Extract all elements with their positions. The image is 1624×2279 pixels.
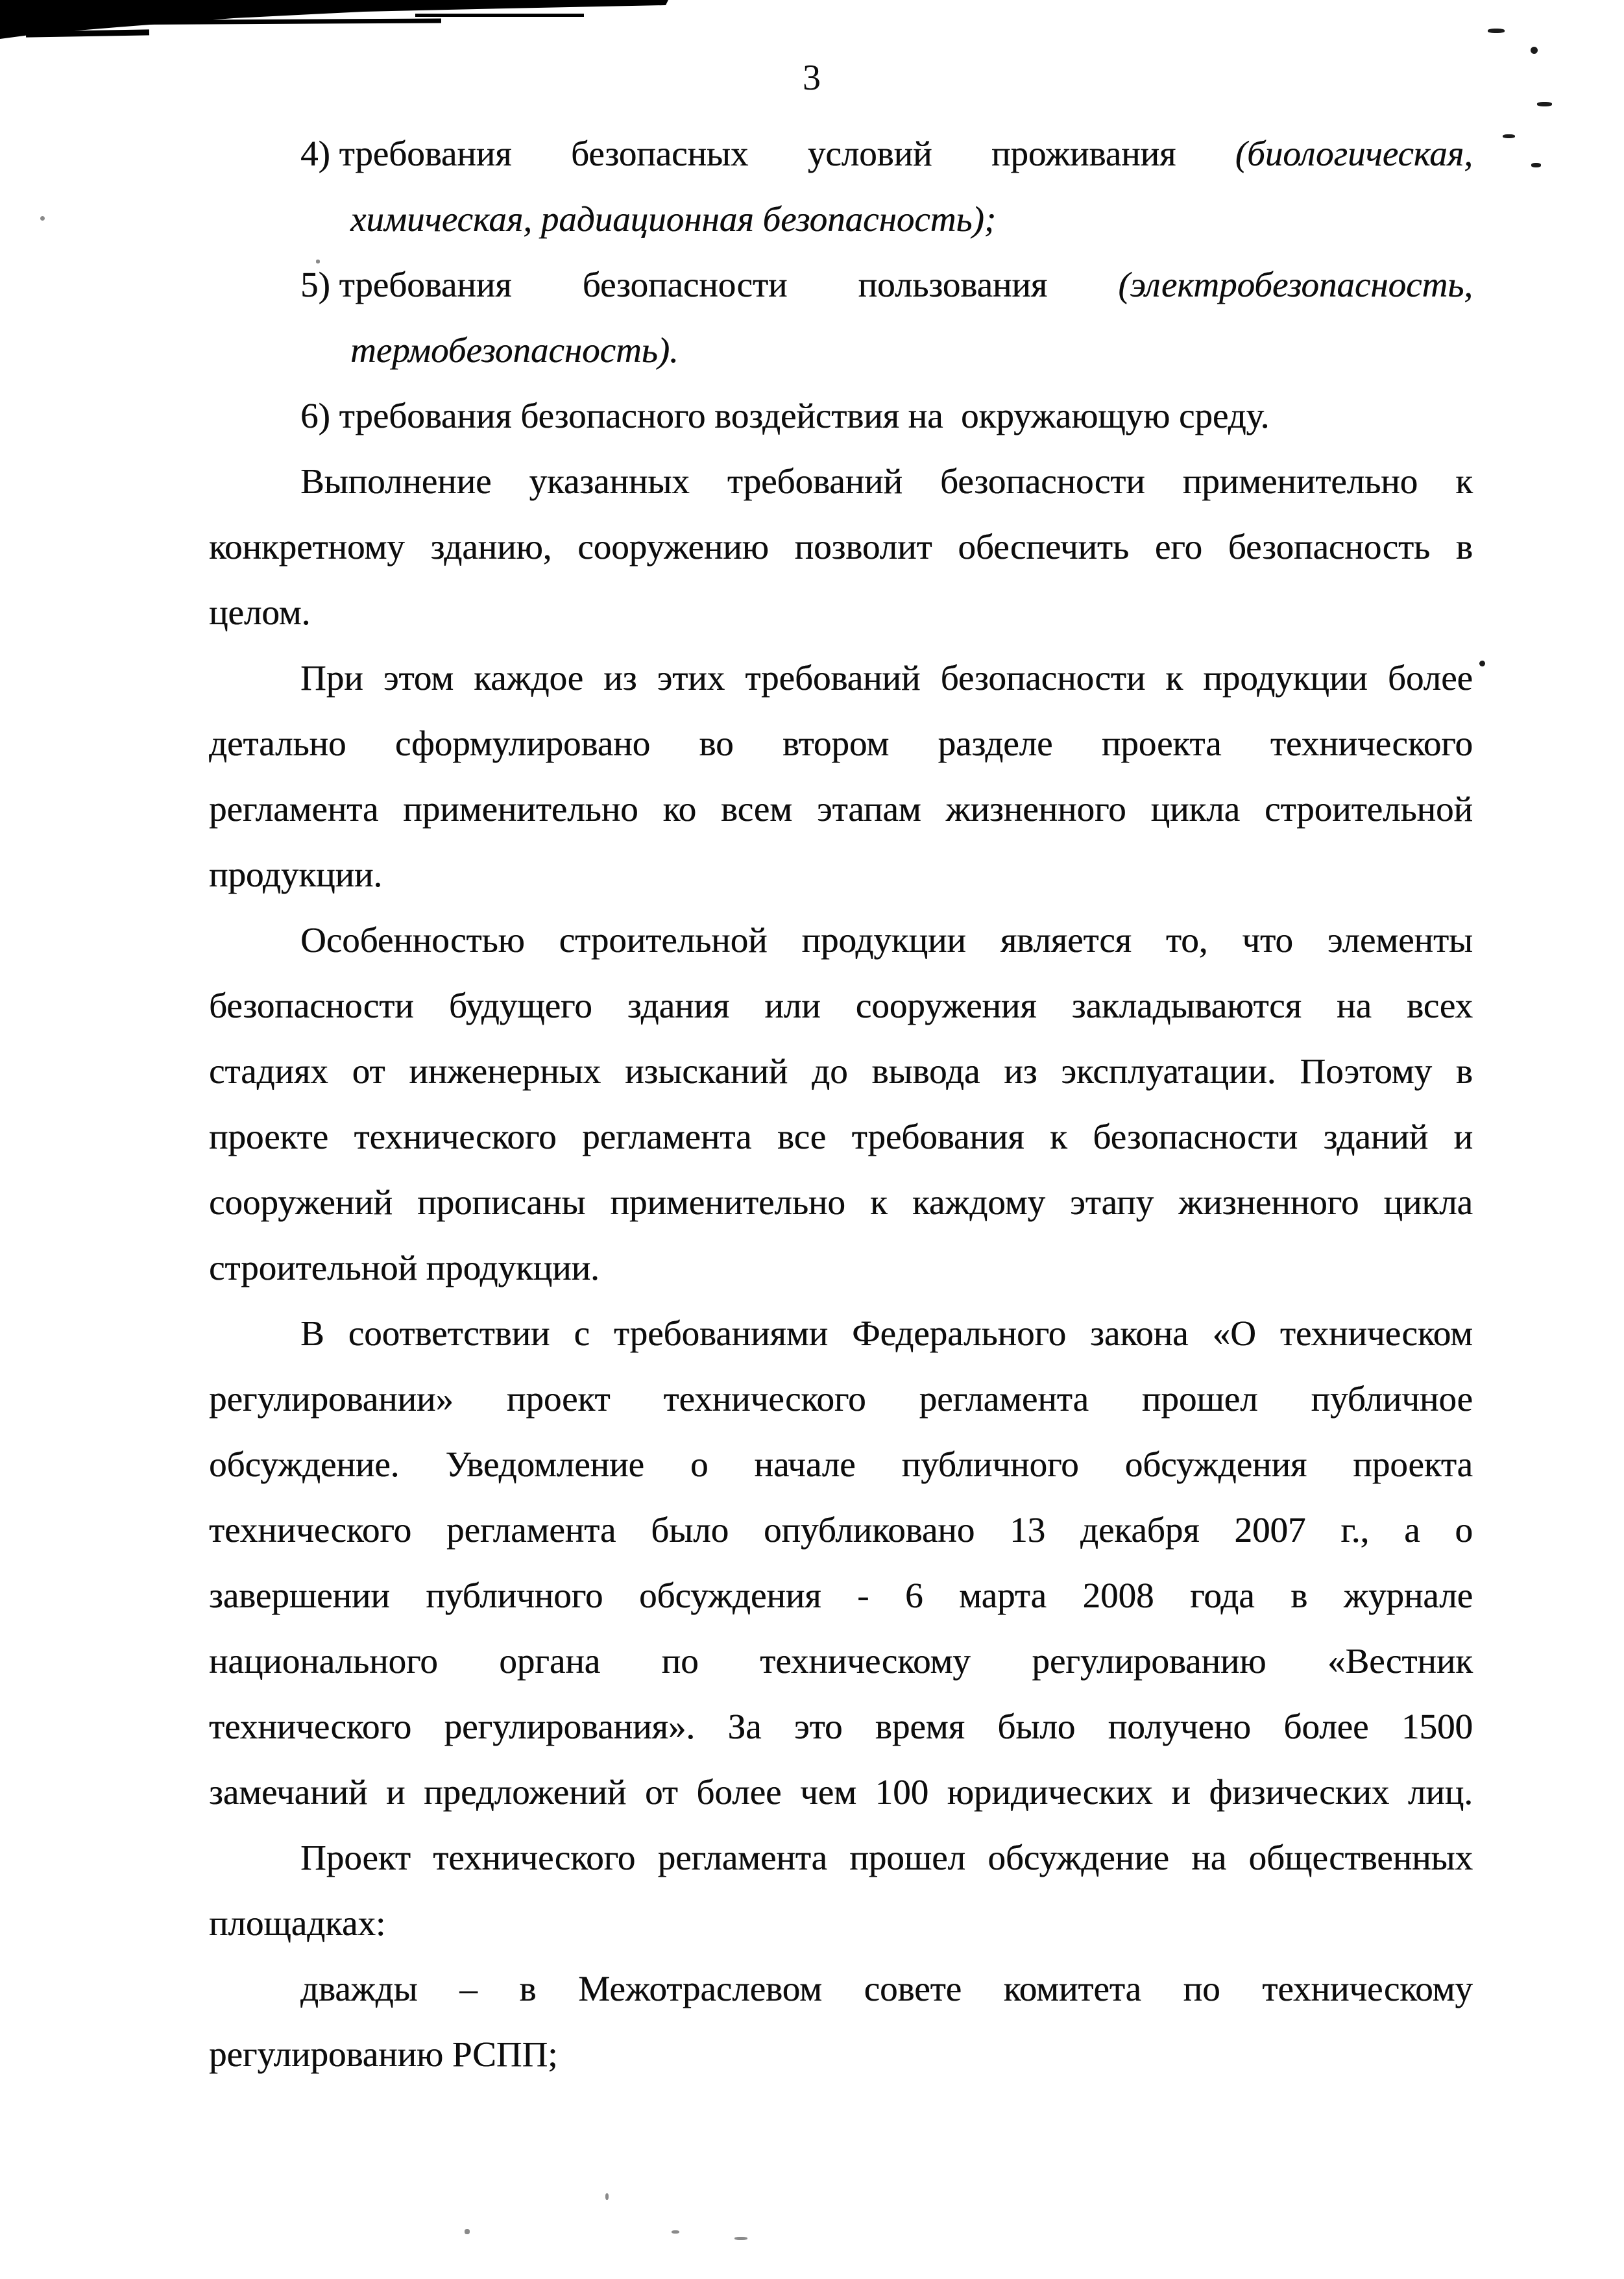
text-word: и: [1171, 1772, 1191, 1812]
scan-artifact-streak: [415, 14, 584, 17]
text-word: дважды: [300, 1969, 418, 2008]
text-word: обсуждение.: [209, 1444, 400, 1484]
text-line: [209, 383, 1473, 448]
text-word: Проект: [300, 1838, 411, 1877]
text-word: требований: [745, 658, 921, 698]
text-word: Федерального: [852, 1313, 1067, 1353]
text-word: условий: [807, 134, 932, 173]
text-word: к: [1050, 1117, 1067, 1156]
text-word: национального: [209, 1641, 438, 1681]
text-line: [209, 1694, 1473, 1759]
scan-speck: [605, 2193, 609, 2200]
text-word: регламента: [919, 1379, 1089, 1419]
text-word: элементы: [1327, 920, 1473, 960]
text-segment: площадках:: [209, 1903, 386, 1943]
text-word: технического: [433, 1838, 636, 1877]
text-segment: строительной продукции.: [209, 1248, 600, 1287]
text-word: года: [1190, 1576, 1255, 1615]
text-word: ко: [662, 789, 697, 829]
text-word: разделе: [938, 724, 1053, 763]
text-word: цикла: [1150, 789, 1241, 829]
text-word: Выполнение: [300, 461, 492, 501]
text-word: инженерных: [409, 1051, 601, 1091]
text-word: совете: [864, 1969, 962, 2008]
text-word: о: [1455, 1510, 1473, 1550]
text-line: [209, 1890, 1473, 1956]
text-line: [209, 1628, 1473, 1694]
text-word: «Вестник: [1327, 1641, 1473, 1681]
text-word: публичного: [426, 1576, 603, 1615]
text-word: г.,: [1340, 1510, 1370, 1550]
text-word: «О: [1212, 1313, 1256, 1353]
text-word: о: [690, 1444, 709, 1484]
text-word: с: [574, 1313, 590, 1353]
text-word: -: [857, 1576, 869, 1615]
text-word: сооружения: [855, 986, 1037, 1025]
text-word: жизненного: [945, 789, 1126, 829]
text-line: [209, 1366, 1473, 1432]
text-word: проект: [506, 1379, 611, 1419]
text-word: предложений: [424, 1772, 627, 1812]
text-word: является: [1000, 920, 1132, 960]
text-word: регулировании»: [209, 1379, 454, 1419]
text-word: этих: [657, 658, 725, 698]
text-word: физических: [1209, 1772, 1390, 1812]
scan-speck: [672, 2230, 679, 2234]
scan-speck: [465, 2229, 470, 2234]
text-line: [209, 1169, 1473, 1235]
text-word: требований: [727, 461, 903, 501]
text-word: обсуждения: [1124, 1444, 1307, 1484]
text-line: [209, 514, 1473, 579]
text-word: от: [644, 1772, 678, 1812]
text-word: регулированию: [1032, 1641, 1266, 1681]
text-word: 2007: [1234, 1510, 1306, 1550]
scan-speck: [1531, 47, 1538, 54]
text-word: марта: [959, 1576, 1047, 1615]
text-word: все: [777, 1117, 827, 1156]
text-line: [209, 1038, 1473, 1104]
text-word: комитета: [1003, 1969, 1141, 2008]
text-word: органа: [499, 1641, 601, 1681]
text-word: и: [386, 1772, 406, 1812]
text-line: [209, 1956, 1473, 2021]
text-line: [209, 1104, 1473, 1169]
document-body: [209, 121, 1473, 2087]
text-word: было: [997, 1707, 1076, 1746]
text-word: на: [1191, 1838, 1227, 1877]
text-word: сформулировано: [394, 724, 651, 763]
text-word: публичного: [901, 1444, 1079, 1484]
text-word: безопасности: [939, 461, 1145, 501]
text-word: технического: [1270, 724, 1473, 763]
text-word: Межотраслевом: [578, 1969, 822, 2008]
text-word: безопасности: [940, 658, 1146, 698]
text-word: что: [1242, 920, 1293, 960]
text-word: регламента: [209, 789, 379, 829]
text-word: а: [1404, 1510, 1420, 1550]
text-word: из: [603, 658, 637, 698]
text-segment-italic: термобезопасность).: [350, 330, 679, 370]
text-word: во: [699, 724, 734, 763]
text-word: сооружению: [577, 527, 769, 567]
scan-speck: [40, 216, 45, 221]
text-word: обеспечить: [958, 527, 1130, 567]
text-line: [209, 121, 1473, 186]
text-word: обсуждения: [638, 1576, 821, 1615]
text-word: более: [1283, 1707, 1369, 1746]
text-line: [209, 579, 1473, 645]
text-word: применительно: [610, 1182, 845, 1222]
text-word: этом: [383, 658, 454, 698]
text-word: безопасности: [209, 986, 414, 1025]
text-word: всем: [721, 789, 792, 829]
text-word: всех: [1407, 986, 1473, 1025]
text-word: лиц.: [1407, 1772, 1473, 1812]
text-word: техническом: [1279, 1313, 1473, 1353]
text-line: [209, 1759, 1473, 1825]
text-word: и: [1453, 1117, 1473, 1156]
text-word: на: [1337, 986, 1372, 1025]
text-line: [209, 1235, 1473, 1300]
text-word: проекта: [1353, 1444, 1473, 1484]
text-word: безопасных: [570, 134, 749, 173]
text-word: цикла: [1383, 1182, 1473, 1222]
text-word: втором: [782, 724, 890, 763]
text-line: [209, 645, 1473, 711]
text-line: [209, 186, 1473, 252]
scan-speck: [1479, 661, 1485, 666]
text-word: публичное: [1311, 1379, 1473, 1419]
text-word: регламента: [582, 1117, 752, 1156]
text-word: опубликовано: [763, 1510, 975, 1550]
text-word: безопасности: [1093, 1117, 1298, 1156]
text-word: в: [1455, 1051, 1473, 1091]
text-word: изысканий: [625, 1051, 788, 1091]
text-word: закладываются: [1071, 986, 1302, 1025]
text-line: [209, 317, 1473, 383]
text-word: в: [1291, 1576, 1308, 1615]
text-word: по: [1183, 1969, 1220, 2008]
text-word: этапам: [816, 789, 921, 829]
text-word: к: [1455, 461, 1473, 501]
text-word: этапу: [1070, 1182, 1154, 1222]
text-line: [209, 252, 1473, 317]
scan-artifact-streak: [26, 29, 149, 37]
text-word: безопасность: [1228, 527, 1431, 567]
text-word: зданию,: [430, 527, 552, 567]
text-segment: продукции.: [209, 855, 383, 894]
text-word: При: [300, 658, 363, 698]
text-word: технического: [663, 1379, 866, 1419]
text-word: по: [661, 1641, 699, 1681]
text-word: соответствии: [348, 1313, 550, 1353]
text-word: обсуждение: [988, 1838, 1169, 1877]
text-line: [209, 1563, 1473, 1628]
text-word: технического: [354, 1117, 557, 1156]
text-line: [209, 907, 1473, 973]
text-word: регулирования».: [444, 1707, 696, 1746]
page-number: 3: [803, 58, 821, 98]
text-word: жизненного: [1178, 1182, 1359, 1222]
text-word: 6: [905, 1576, 923, 1615]
text-word: 5) требования: [300, 265, 512, 304]
text-word: детально: [209, 724, 346, 763]
text-word: к: [870, 1182, 888, 1222]
text-word: из: [1004, 1051, 1037, 1091]
text-word: получено: [1108, 1707, 1251, 1746]
text-word: прошел: [1141, 1379, 1258, 1419]
text-word: завершении: [209, 1576, 390, 1615]
scan-speck: [1488, 29, 1505, 33]
text-word: техническому: [760, 1641, 971, 1681]
text-line: [209, 1497, 1473, 1563]
text-word: технического: [209, 1707, 412, 1746]
text-word: пользования: [858, 265, 1048, 304]
text-word: строительной: [1265, 789, 1473, 829]
text-word: Особенностью: [300, 920, 525, 960]
text-word: прописаны: [417, 1182, 586, 1222]
text-word: от: [352, 1051, 385, 1091]
scan-speck: [1537, 102, 1552, 106]
text-word: 4) требования: [300, 134, 512, 173]
text-word: Поэтому: [1300, 1051, 1432, 1091]
text-line: [209, 1300, 1473, 1366]
text-word: декабря: [1080, 1510, 1200, 1550]
text-word: техническому: [1262, 1969, 1473, 2008]
text-word: требования: [851, 1117, 1024, 1156]
text-word: закона: [1090, 1313, 1189, 1353]
text-word: в: [519, 1969, 537, 2008]
text-word-italic: (биологическая,: [1235, 134, 1473, 173]
text-word: каждому: [912, 1182, 1045, 1222]
text-word: будущего: [448, 986, 592, 1025]
text-word: или: [764, 986, 821, 1025]
text-word: более: [696, 1772, 782, 1812]
scan-speck: [1531, 163, 1541, 167]
text-word: каждое: [474, 658, 584, 698]
text-word: в: [1455, 527, 1473, 567]
text-word-italic: (электробезопасность,: [1118, 265, 1473, 304]
text-word: 13: [1010, 1510, 1046, 1550]
text-word: к: [1165, 658, 1183, 698]
text-word: стадиях: [209, 1051, 328, 1091]
text-word: проекте: [209, 1117, 328, 1156]
text-word: проекта: [1101, 724, 1222, 763]
text-line: [209, 1825, 1473, 1890]
text-segment-italic: химическая, радиационная безопасность);: [350, 199, 997, 239]
text-segment: 6) требования безопасного воздействия на окружающую среду.: [300, 396, 1270, 435]
text-word: 2008: [1082, 1576, 1154, 1615]
text-word: применительно: [1182, 461, 1418, 501]
text-line: [209, 711, 1473, 776]
text-word: продукции: [1203, 658, 1368, 698]
text-word: За: [727, 1707, 762, 1746]
text-word: общественных: [1248, 1838, 1473, 1877]
scan-speck: [1503, 134, 1515, 138]
text-word: –: [459, 1969, 478, 2008]
scan-speck: [734, 2237, 747, 2240]
text-line: [209, 842, 1473, 907]
text-word: юридических: [947, 1772, 1153, 1812]
text-line: [209, 1432, 1473, 1497]
text-word: начале: [754, 1444, 856, 1484]
text-word: эксплуатации.: [1061, 1051, 1276, 1091]
text-word: здания: [627, 986, 730, 1025]
text-word: безопасности: [582, 265, 788, 304]
text-word: применительно: [403, 789, 638, 829]
text-word: его: [1154, 527, 1202, 567]
text-word: до: [812, 1051, 848, 1091]
text-line: [209, 776, 1473, 842]
text-word: указанных: [529, 461, 690, 501]
text-segment: регулированию РСПП;: [209, 2034, 558, 2074]
text-word: чем: [800, 1772, 856, 1812]
text-word: журнале: [1343, 1576, 1473, 1615]
text-line: [209, 973, 1473, 1038]
text-line: [209, 448, 1473, 514]
text-word: регламента: [446, 1510, 616, 1550]
text-word: конкретному: [209, 527, 405, 567]
text-word: было: [651, 1510, 729, 1550]
text-word: замечаний: [209, 1772, 368, 1812]
text-word: проживания: [991, 134, 1176, 173]
text-word: Уведомление: [445, 1444, 644, 1484]
text-word: более: [1387, 658, 1473, 698]
text-word: сооружений: [209, 1182, 393, 1222]
text-word: вывода: [871, 1051, 980, 1091]
text-word: позволит: [794, 527, 932, 567]
text-line: [209, 2021, 1473, 2087]
text-word: 100: [875, 1772, 929, 1812]
text-word: технического: [209, 1510, 412, 1550]
text-word: требованиями: [613, 1313, 829, 1353]
text-word: это: [794, 1707, 843, 1746]
text-word: продукции: [801, 920, 966, 960]
text-word: время: [875, 1707, 965, 1746]
text-word: В: [300, 1313, 324, 1353]
text-word: прошел: [849, 1838, 965, 1877]
text-word: 1500: [1401, 1707, 1473, 1746]
text-word: зданий: [1323, 1117, 1429, 1156]
text-segment: целом.: [209, 592, 311, 632]
text-word: регламента: [657, 1838, 827, 1877]
text-word: строительной: [559, 920, 768, 960]
text-word: то,: [1165, 920, 1208, 960]
